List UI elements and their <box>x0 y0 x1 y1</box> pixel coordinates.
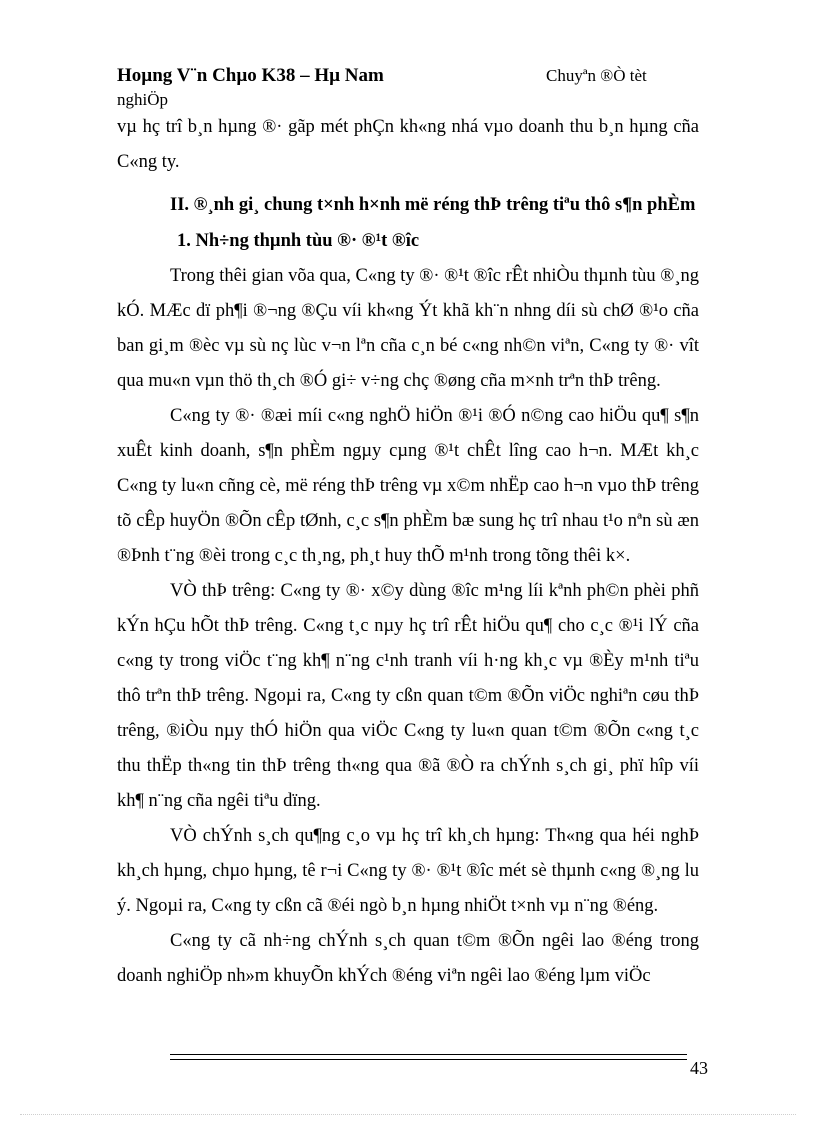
footer-rule-top <box>170 1054 687 1055</box>
paragraph: C«ng ty cã nh÷ng chÝnh s¸ch quan t©m ®Õn ngêi lao ®éng trong doanh nghiÖp nh»m khuyÕn khÝch ®éng viªn ngêi lao ®éng lµm viÖc <box>117 931 699 986</box>
header-title-continued: nghiÖp <box>117 90 168 109</box>
section-heading: II. ®¸nh gi¸ chung t×nh h×nh më réng thÞ trêng tiªu thô s¶n phÈm <box>170 195 696 215</box>
paragraph: vµ hç trî b¸n hµng ®· gãp mét phÇn kh«ng nhá vµo doanh thu b¸n hµng cña C«ng ty. <box>117 117 699 172</box>
page-bottom-divider <box>20 1114 796 1115</box>
subsection-heading: 1. Nh÷ng thµnh tùu ®· ®¹t ®îc <box>177 231 420 251</box>
paragraph: Trong thêi gian võa qua, C«ng ty ®· ®¹t ®îc rÊt nhiÒu thµnh tùu ®¸ng kÓ. MÆc dï ph¶i ®¬ng ®Çu víi kh«ng Ýt khã kh¨n nhng díi sù chØ ®¹o cña ban gi¸m ®èc vµ sù nç lùc v¬n lªn cña c¸n bé c«ng nh©n viªn, C«ng ty ®· vît qua mu«n vµn thö th¸ch ®Ó gi÷ v÷ng chç ®øng cña m×nh trªn thÞ trêng. <box>117 266 699 391</box>
paragraph: VÒ chÝnh s¸ch qu¶ng c¸o vµ hç trî kh¸ch hµng: Th«ng qua héi nghÞ kh¸ch hµng, chµo hµng, tê r¬i C«ng ty ®· ®¹t ®îc mét sè thµnh c«ng ®¸ng lu ý. Ngoµi ra, C«ng ty cßn cã ®éi ngò b¸n hµng nhiÖt t×nh vµ n¨ng ®éng. <box>117 826 699 916</box>
footer-rule-bottom <box>170 1059 687 1060</box>
page-number: 43 <box>690 1058 708 1078</box>
document-body <box>117 110 699 994</box>
header-author: Hoµng V¨n Chµo K38 – Hµ Nam <box>117 65 384 86</box>
paragraph: C«ng ty ®· ®æi míi c«ng nghÖ hiÖn ®¹i ®Ó n©ng cao hiÖu qu¶ s¶n xuÊt kinh doanh, s¶n phÈm ngµy cµng ®¹t chÊt lîng cao h¬n. MÆt kh¸c C«ng ty lu«n cñng cè, më réng thÞ trêng vµ x©m nhËp cao h¬n vµo thÞ trêng tõ cÊp huyÖn ®Õn cÊp tØnh, c¸c s¶n phÈm bæ sung hç trî nhau t¹o nªn sù æn ®Þnh t¨ng ®èi trong c¸c th¸ng, ph¸t huy thÕ m¹nh trong tõng thêi k×. <box>117 406 699 566</box>
header-title: Chuyªn ®Ò tèt <box>546 66 647 85</box>
paragraph: VÒ thÞ trêng: C«ng ty ®· x©y dùng ®îc m¹ng líi kªnh ph©n phèi phñ kÝn hÇu hÕt thÞ trêng. C«ng t¸c nµy hç trî rÊt hiÖu qu¶ cho c¸c ®¹i lÝ cña c«ng ty trong viÖc t¨ng kh¶ n¨ng c¹nh tranh víi h·ng kh¸c vµ ®Èy m¹nh tiªu thô trªn thÞ trêng. Ngoµi ra, C«ng ty cßn quan t©m ®Õn viÖc nghiªn cøu thÞ trêng, ®iÒu nµy thÓ hiÖn qua viÖc C«ng ty lu«n quan t©m ®Õn c«ng t¸c thu thËp th«ng tin thÞ trêng th«ng qua ®ã ®Ò ra chÝnh s¸ch gi¸ phï hîp víi kh¶ n¨ng cña ngêi tiªu dïng. <box>117 581 699 811</box>
